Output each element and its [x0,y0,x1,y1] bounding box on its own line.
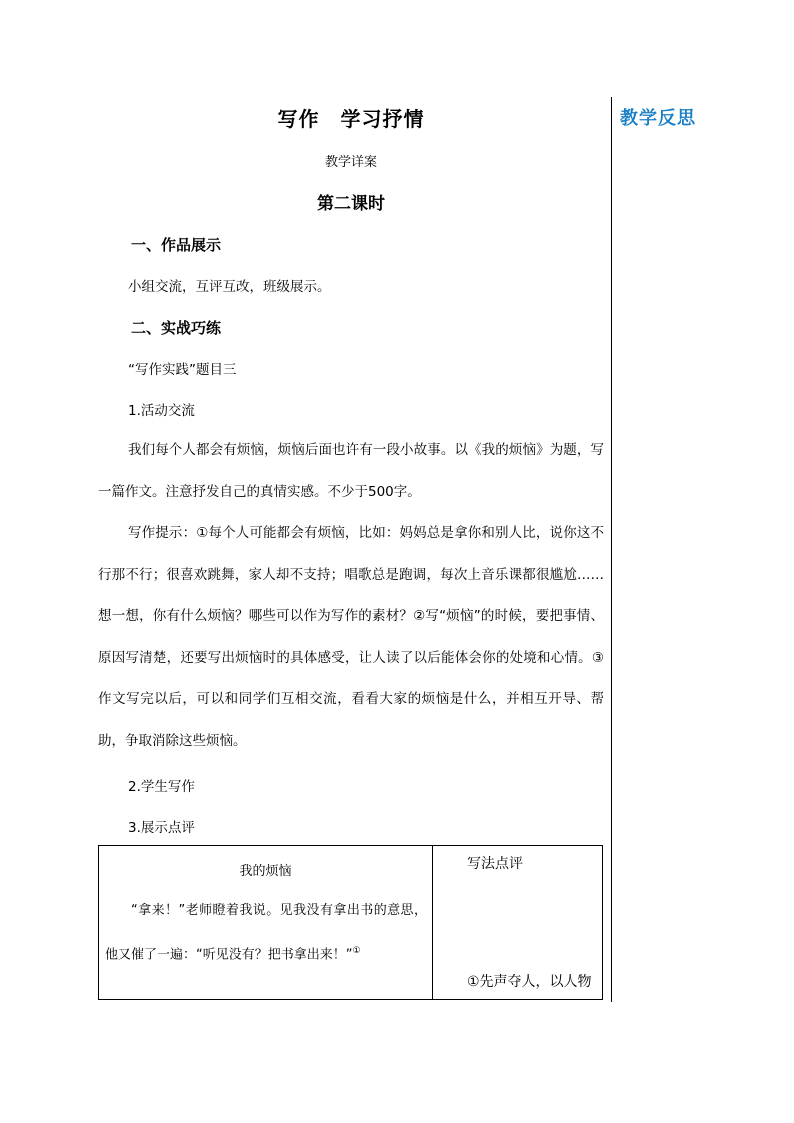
section-heading-practice: 二、实战巧练 [131,319,222,337]
writing-tips-paragraph: 写作提示：①每个人可能都会有烦恼，比如：妈妈总是拿你和别人比，说你这不行那不行；很喜欢跳舞，家人却不支持；唱歌总是跑调，每次上音乐课都很尴尬……想一想，你有什么烦恼？哪些可以作为写作的素材？②写“烦恼”的时候，要把事情、原因写清楚，还要写出烦恼时的具体感受，让人读了以后能体会你的处境和心情。③作文写完以后，可以和同学们互相交流，看看大家的烦恼是什么，并相互开导、帮助，争取消除这些烦恼。 [98,525,604,749]
essay-review-table [98,845,603,1000]
column-divider [611,97,612,1002]
step-1-label: 1.活动交流 [128,403,195,419]
assignment-paragraph: 我们每个人都会有烦恼，烦恼后面也许有一段小故事。以《我的烦恼》为题，写一篇作文。注意抒发自己的真情实感。不少于500字。 [98,442,604,500]
comment-heading: 写法点评 [467,856,523,872]
essay-text [105,891,427,975]
comment-text: ①先声夺人，以人物 [467,974,592,990]
annotation-marker: ① [352,946,361,956]
section-heading-showcase: 一、作品展示 [131,236,222,254]
step-3-label: 3.展示点评 [128,820,195,836]
showcase-text: 小组交流，互评互改，班级展示。 [128,279,331,295]
practice-topic: “写作实践”题目三 [128,362,237,378]
lesson-heading: 第二课时 [317,194,385,214]
comment-cell [433,846,603,999]
reflection-title: 教学反思 [620,108,696,129]
page-title: 写作 学习抒情 [277,107,425,131]
page-subtitle: 教学详案 [324,155,377,170]
essay-body: “拿来！”老师瞪着我说。见我没有拿出书的意思，他又催了一遍：“听见没有？把书拿出来！” [105,903,427,963]
essay-title: 我的烦恼 [239,864,292,879]
step-2-label: 2.学生写作 [128,779,195,795]
essay-cell [99,846,432,999]
